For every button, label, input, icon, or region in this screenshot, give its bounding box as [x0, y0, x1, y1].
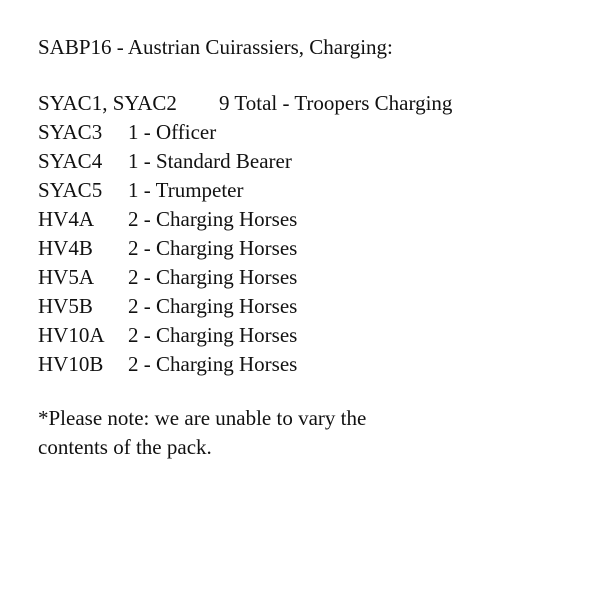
note-line: *Please note: we are unable to vary the [38, 406, 367, 430]
list-item [38, 176, 452, 205]
item-code: SYAC4 [38, 149, 103, 173]
item-code: HV10A [38, 323, 105, 347]
item-code: SYAC3 [38, 120, 103, 144]
item-description: 1 - Officer [128, 120, 217, 144]
pack-note [38, 404, 458, 462]
item-description: 1 - Standard Bearer [128, 149, 292, 173]
list-item [38, 147, 452, 176]
list-item [38, 89, 452, 118]
list-item [38, 234, 452, 263]
contents-list [38, 89, 452, 379]
item-description: 2 - Charging Horses [128, 294, 298, 318]
item-code: HV4A [38, 207, 94, 231]
item-description: 2 - Charging Horses [128, 323, 298, 347]
item-code: SYAC1, SYAC2 [38, 91, 177, 115]
item-code: SYAC5 [38, 178, 103, 202]
item-description: 2 - Charging Horses [128, 207, 298, 231]
list-item [38, 350, 452, 379]
list-item [38, 118, 452, 147]
item-code: HV4B [38, 236, 93, 260]
list-item [38, 321, 452, 350]
pack-title: SABP16 - Austrian Cuirassiers, Charging: [38, 35, 393, 59]
item-description: 2 - Charging Horses [128, 265, 298, 289]
list-item [38, 263, 452, 292]
list-item [38, 205, 452, 234]
item-code: HV5A [38, 265, 94, 289]
item-code: HV10B [38, 352, 104, 376]
list-item [38, 292, 452, 321]
item-description: 1 - Trumpeter [128, 178, 244, 202]
item-description: 2 - Charging Horses [128, 352, 298, 376]
note-line: contents of the pack. [38, 435, 212, 459]
item-description: 2 - Charging Horses [128, 236, 298, 260]
item-description: 9 Total - Troopers Charging [219, 91, 453, 115]
item-code: HV5B [38, 294, 93, 318]
